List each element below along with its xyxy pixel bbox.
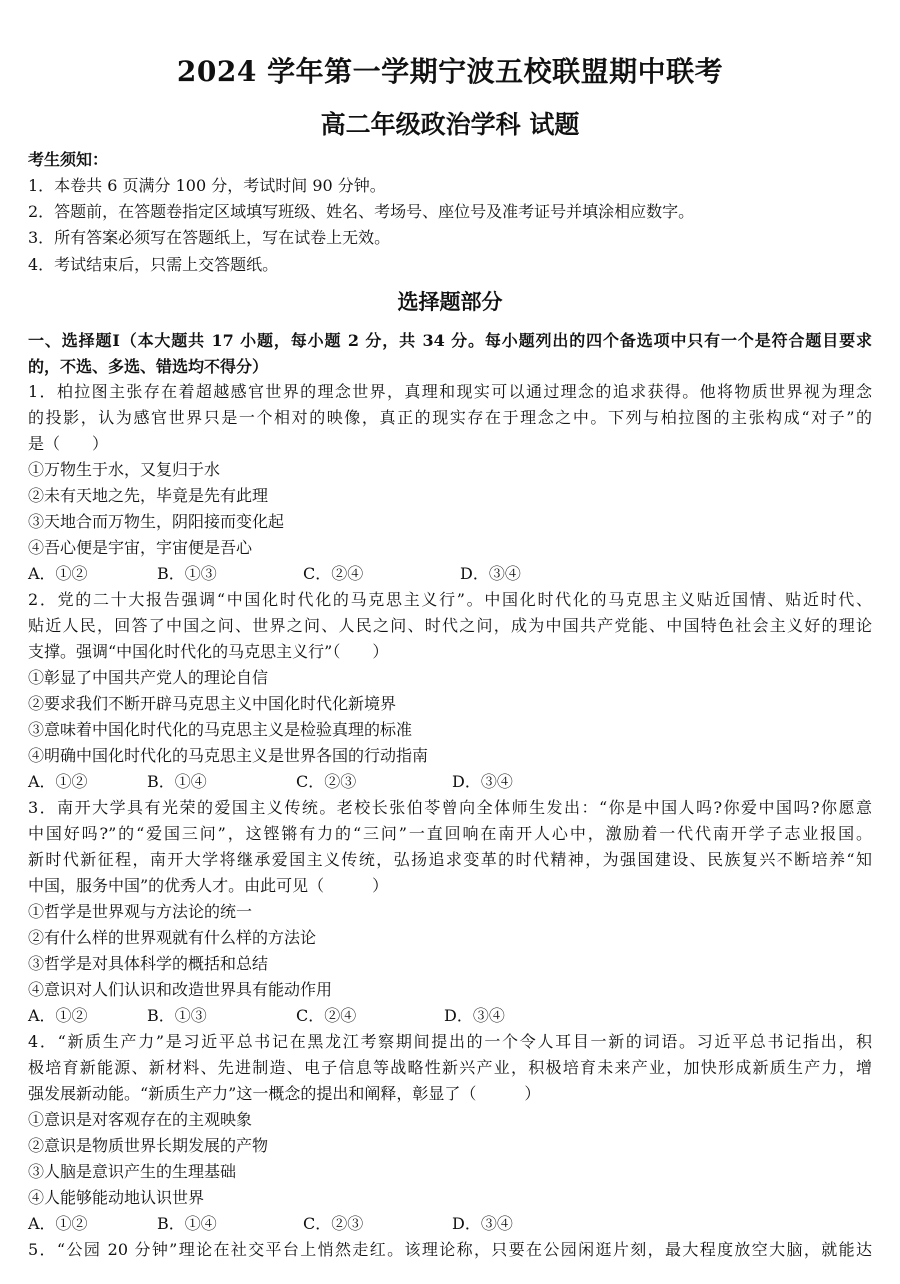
statement: ④人能够能动地认识世界 <box>28 1188 205 1207</box>
option-a: A．①② <box>28 772 88 791</box>
statement: ②意识是物质世界长期发展的产物 <box>28 1136 269 1155</box>
question-stem-line: 支撑。强调“中国化时代化的马克思主义行”（ ） <box>28 642 389 661</box>
statement: ③意味着中国化时代化的马克思主义是检验真理的标准 <box>28 720 413 739</box>
option-d: D．③④ <box>452 1214 513 1233</box>
statement: ③天地合而万物生，阴阳接而变化起 <box>28 512 285 531</box>
question-stem-line: 2．党的二十大报告强调“中国化时代化的马克思主义行”。中国化时代化的马克思主义贴近国情、贴近时代、 <box>28 590 872 609</box>
part-heading-line: 的，不选、多选、错选均不得分） <box>28 357 269 376</box>
exam-subtitle: 高二年级政治学科 试题 <box>320 110 580 139</box>
statement: ①哲学是世界观与方法论的统一 <box>28 902 253 921</box>
option-a: A．①② <box>28 1006 88 1025</box>
statement: ②要求我们不断开辟马克思主义中国化时代化新境界 <box>28 694 397 713</box>
option-b: B．①④ <box>147 772 207 791</box>
option-d: D．③④ <box>452 772 513 791</box>
option-c: C．②③ <box>296 772 357 791</box>
option-c: C．②④ <box>296 1006 357 1025</box>
question-stem-line: 4．“新质生产力”是习近平总书记在黑龙江考察期间提出的一个令人耳目一新的词语。习近平总书记指出，积 <box>28 1032 872 1051</box>
option-c: C．②③ <box>303 1214 364 1233</box>
statement: ②有什么样的世界观就有什么样的方法论 <box>28 928 317 947</box>
question-stem-line: 强发展新动能。“新质生产力”这一概念的提出和阐释，彰显了（ ） <box>28 1084 541 1103</box>
question-stem-line: 中国，服务中国”的优秀人才。由此可见（ ） <box>28 876 389 895</box>
statement: ①意识是对客观存在的主观映象 <box>28 1110 253 1129</box>
notice-item: 3．所有答案必须写在答题纸上，写在试卷上无效。 <box>28 228 391 247</box>
statement: ④吾心便是宇宙，宇宙便是吾心 <box>28 538 253 557</box>
question-stem-line: 中国好吗?”的“爱国三问”，这铿锵有力的“三问”一直回响在南开人心中，激励着一代代南开学子志业报国。 <box>28 824 872 843</box>
question-stem-line: 5．“公园 20 分钟”理论在社交平台上悄然走红。该理论称，只要在公园闲逛片刻，最大程度放空大脑，就能达 <box>28 1240 872 1259</box>
statement: ①彰显了中国共产党人的理论自信 <box>28 668 269 687</box>
statement: ④意识对人们认识和改造世界具有能动作用 <box>28 980 333 999</box>
option-a: A．①② <box>28 564 88 583</box>
notice-heading: 考生须知： <box>28 150 109 169</box>
notice-item: 4．考试结束后，只需上交答题纸。 <box>28 255 279 274</box>
question-stem-line: 贴近人民，回答了中国之问、世界之问、人民之问、时代之问，成为中国共产党能、中国特色社会主义好的理论 <box>28 616 872 635</box>
question-stem-line: 是（ ） <box>28 434 109 453</box>
option-c: C．②④ <box>303 564 364 583</box>
statement: ③人脑是意识产生的生理基础 <box>28 1162 237 1181</box>
option-b: B．①④ <box>157 1214 217 1233</box>
section-title: 选择题部分 <box>397 289 503 314</box>
option-b: B．①③ <box>147 1006 207 1025</box>
exam-title: 2024 学年第一学期宁波五校联盟期中联考 <box>176 55 724 88</box>
statement: ②未有天地之先，毕竟是先有此理 <box>28 486 269 505</box>
option-d: D．③④ <box>444 1006 505 1025</box>
statement: ③哲学是对具体科学的概括和总结 <box>28 954 269 973</box>
option-b: B．①③ <box>157 564 217 583</box>
question-stem-line: 的投影，认为感官世界只是一个相对的映像，真正的现实存在于理念之中。下列与柏拉图的主张构成“对子”的 <box>28 408 872 427</box>
statement: ④明确中国化时代化的马克思主义是世界各国的行动指南 <box>28 746 429 765</box>
option-a: A．①② <box>28 1214 88 1233</box>
question-stem-line: 新时代新征程，南开大学将继承爱国主义传统，弘扬追求变革的时代精神，为强国建设、民族复兴不断培养“知 <box>28 850 872 869</box>
part-heading-line: 一、选择题Ⅰ（本大题共 17 小题，每小题 2 分，共 34 分。每小题列出的四个备选项中只有一个是符合题目要求 <box>28 331 872 350</box>
option-d: D．③④ <box>460 564 521 583</box>
question-stem-line: 3．南开大学具有光荣的爱国主义传统。老校长张伯苓曾向全体师生发出：“你是中国人吗?你爱中国吗?你愿意 <box>28 798 872 817</box>
question-stem-line: 极培育新能源、新材料、先进制造、电子信息等战略性新兴产业，积极培育未来产业，加快形成新质生产力，增 <box>28 1058 872 1077</box>
notice-item: 2．答题前，在答题卷指定区域填写班级、姓名、考场号、座位号及准考证号并填涂相应数字。 <box>28 202 695 221</box>
question-stem-line: 1．柏拉图主张存在着超越感官世界的理念世界，真理和现实可以通过理念的追求获得。他将物质世界视为理念 <box>28 382 872 401</box>
notice-item: 1．本卷共 6 页满分 100 分，考试时间 90 分钟。 <box>28 176 386 195</box>
statement: ①万物生于水，又复归于水 <box>28 460 221 479</box>
